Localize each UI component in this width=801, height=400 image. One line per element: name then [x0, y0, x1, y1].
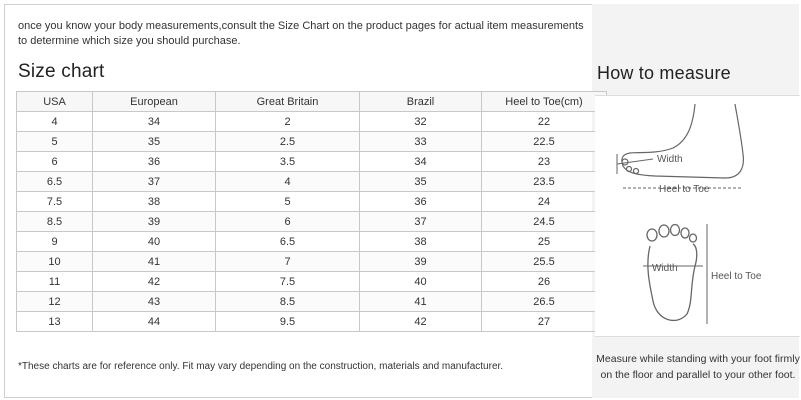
- table-cell: 26.5: [482, 292, 607, 312]
- table-cell: 3.5: [216, 152, 360, 172]
- table-cell: 26: [482, 272, 607, 292]
- table-cell: 2.5: [216, 132, 360, 152]
- table-cell: 25: [482, 232, 607, 252]
- foot-side-view-icon: [622, 104, 744, 178]
- table-cell: 6.5: [216, 232, 360, 252]
- table-cell: 34: [93, 112, 216, 132]
- table-row: [17, 132, 607, 152]
- disclaimer-text: *These charts are for reference only. Fit may vary depending on the construction, materials and manufacturer.: [18, 361, 504, 372]
- table-cell: 13: [17, 312, 93, 332]
- side-heel-label: Heel to Toe: [659, 184, 710, 195]
- table-cell: 34: [360, 152, 482, 172]
- table-cell: 7.5: [216, 272, 360, 292]
- table-cell: 40: [93, 232, 216, 252]
- table-cell: 43: [93, 292, 216, 312]
- table-cell: 11: [17, 272, 93, 292]
- table-cell: 6: [216, 212, 360, 232]
- table-cell: 12: [17, 292, 93, 312]
- table-cell: 25.5: [482, 252, 607, 272]
- header-heel-to-toe: Heel to Toe(cm): [482, 92, 607, 112]
- table-cell: 6.5: [17, 172, 93, 192]
- top-width-label: Width: [652, 263, 678, 274]
- top-heel-label: Heel to Toe: [711, 271, 762, 282]
- foot-diagram: [595, 96, 800, 336]
- table-cell: 10: [17, 252, 93, 272]
- table-cell: 41: [360, 292, 482, 312]
- table-cell: 39: [93, 212, 216, 232]
- table-row: [17, 272, 607, 292]
- header-european: European: [93, 92, 216, 112]
- table-cell: 38: [360, 232, 482, 252]
- table-row: [17, 292, 607, 312]
- table-cell: 38: [93, 192, 216, 212]
- table-cell: 2: [216, 112, 360, 132]
- size-chart-title: Size chart: [18, 61, 105, 82]
- table-cell: 39: [360, 252, 482, 272]
- table-cell: 24.5: [482, 212, 607, 232]
- table-cell: 27: [482, 312, 607, 332]
- how-to-measure-title: How to measure: [597, 63, 731, 83]
- table-cell: 4: [216, 172, 360, 192]
- table-cell: 35: [93, 132, 216, 152]
- table-cell: 35: [360, 172, 482, 192]
- table-row: [17, 192, 607, 212]
- table-cell: 42: [93, 272, 216, 292]
- table-row: [17, 312, 607, 332]
- measure-instructions: Measure while standing with your foot firmly on the floor and parallel to your other foot.: [596, 353, 800, 381]
- table-cell: 36: [360, 192, 482, 212]
- table-cell: 37: [360, 212, 482, 232]
- table-cell: 24: [482, 192, 607, 212]
- table-cell: 7.5: [17, 192, 93, 212]
- table-cell: 5: [17, 132, 93, 152]
- table-cell: 23: [482, 152, 607, 172]
- table-cell: 23.5: [482, 172, 607, 192]
- table-cell: 6: [17, 152, 93, 172]
- table-row: [17, 172, 607, 192]
- table-cell: 44: [93, 312, 216, 332]
- table-cell: 9: [17, 232, 93, 252]
- table-cell: 7: [216, 252, 360, 272]
- table-cell: 4: [17, 112, 93, 132]
- table-cell: 42: [360, 312, 482, 332]
- measure-illustration: [595, 95, 800, 337]
- table-cell: 33: [360, 132, 482, 152]
- table-row: [17, 252, 607, 272]
- intro-text: once you know your body measurements,consult the Size Chart on the product pages for actual item measurements to determine which size you should purchase.: [18, 20, 584, 47]
- header-brazil: Brazil: [360, 92, 482, 112]
- table-row: [17, 212, 607, 232]
- table-cell: 8.5: [216, 292, 360, 312]
- table-cell: 22: [482, 112, 607, 132]
- size-chart-table: [16, 91, 607, 332]
- table-row: [17, 152, 607, 172]
- table-cell: 9.5: [216, 312, 360, 332]
- header-great-britain: Great Britain: [216, 92, 360, 112]
- table-header-row: [17, 92, 607, 112]
- table-row: [17, 112, 607, 132]
- table-cell: 36: [93, 152, 216, 172]
- table-cell: 5: [216, 192, 360, 212]
- header-usa: USA: [17, 92, 93, 112]
- table-cell: 8.5: [17, 212, 93, 232]
- table-cell: 32: [360, 112, 482, 132]
- side-width-label: Width: [657, 154, 683, 165]
- table-cell: 40: [360, 272, 482, 292]
- table-cell: 41: [93, 252, 216, 272]
- table-row: [17, 232, 607, 252]
- table-cell: 22.5: [482, 132, 607, 152]
- table-cell: 37: [93, 172, 216, 192]
